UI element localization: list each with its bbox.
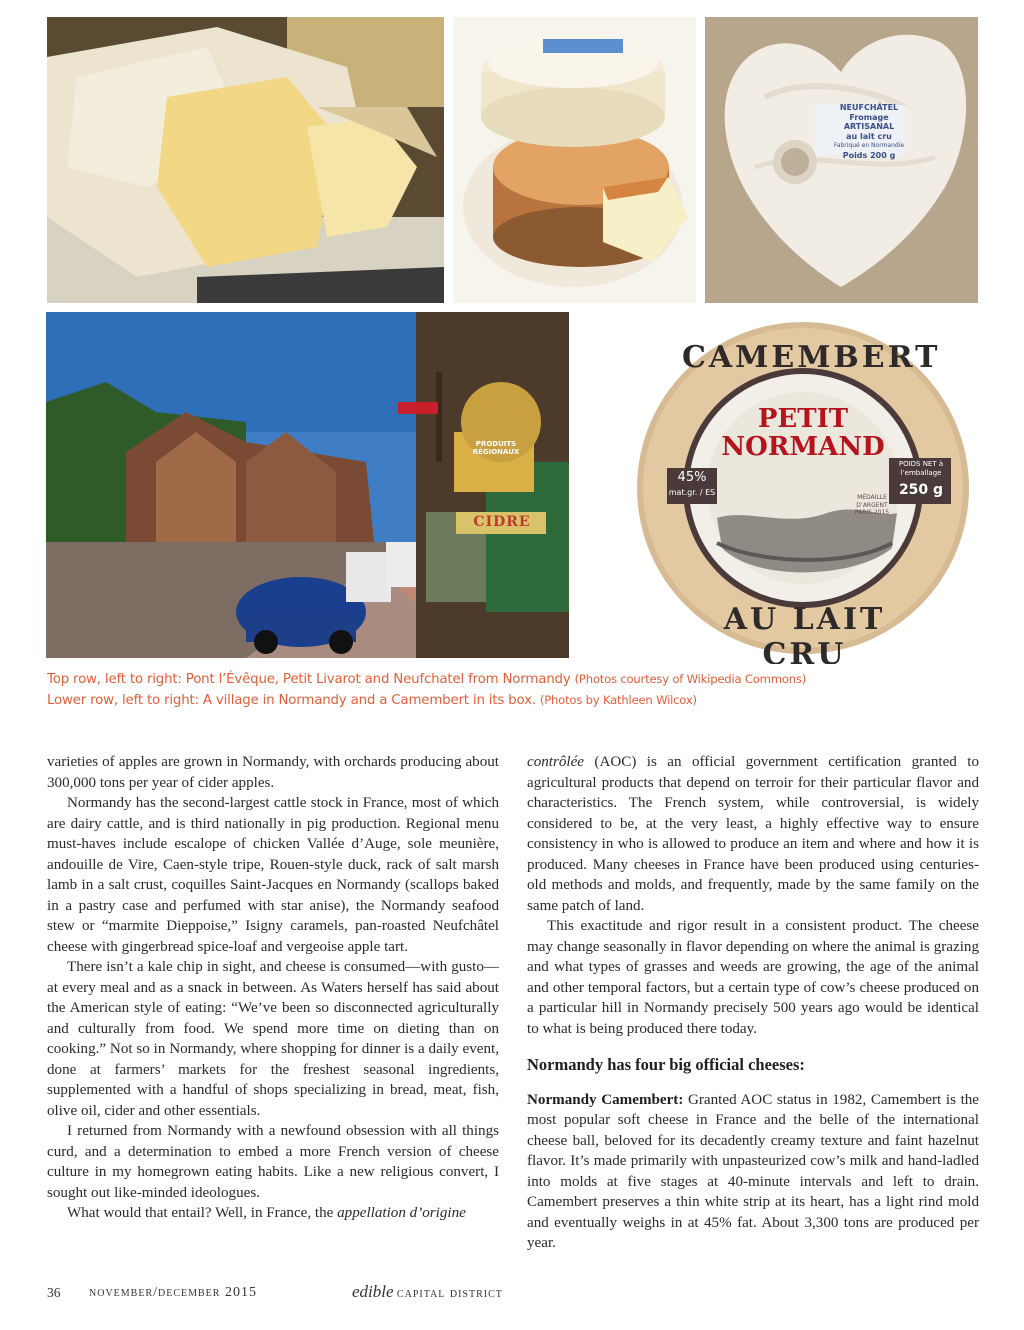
issue-date: november/december 2015 — [89, 1285, 257, 1300]
paragraph: contrôlée (AOC) is an official government certification granted to agricultural products that depend on terroir for their particular flavor and characteristics. The French system, while controversial, is widely considered to be, at the very least, a highly effective way to ensure consistency in who is allowed to produce an item and where and how it is produced. Many cheeses in France have been produced using centuries-old methods and molds, and frequently, made by the same family on the same patch of land. — [527, 754, 979, 914]
article-column-right — [527, 752, 979, 1254]
camembert-bottom-text: AU LAIT CRU — [723, 602, 886, 664]
photo-pont-leveque — [47, 17, 444, 303]
section-heading: Normandy has four big official cheeses: — [527, 1055, 805, 1074]
photo-neufchatel — [705, 17, 978, 303]
camembert-weight-label: POIDS NET à l’emballage — [898, 460, 944, 477]
photo-camembert-box — [627, 318, 980, 664]
caption-bottom-row — [47, 693, 697, 708]
paragraph: varieties of apples are grown in Normandy, with orchards producing about 300,000 tons per year of cider apples. — [47, 754, 499, 791]
sign-regional-products: PRODUITS RÉGIONAUX — [472, 440, 520, 456]
page-number: 36 — [47, 1285, 61, 1300]
paragraph: I returned from Normandy with a newfound obsession with all things curd, and a determination to embed a more French version of cheese culture in my homegrown eating habits. Like a new religious convert, I sought out like-minded ideologues. — [47, 1123, 499, 1201]
page-footer — [47, 1282, 503, 1301]
paragraph: This exactitude and rigor result in a consistent product. The cheese may change seasonally in flavor depending on where the animal is grazing and what types of grasses and weeds are growing, the age of the animal and other temporal factors, but a certain type of cow’s cheese produced on a particular hill in Normandy precisely 500 years ago would be identical to what is being produced there today. — [527, 918, 979, 1037]
photo-petit-livarot — [453, 17, 696, 303]
camembert-weight: 250 g — [898, 482, 944, 498]
camembert-fat-note: mat.gr. / ES — [668, 488, 716, 497]
neufchatel-label-text: NEUFCHÂTEL Fromage ARTISANAL au lait cru Fabriqué en Normandie Poids 200 g — [833, 103, 905, 160]
caption-top-row-text: Top row, left to right: Pont l’Évêque, Petit Livarot and Neufchatel from Normandy — [47, 672, 571, 687]
camembert-medal: MÉDAILLE D’ARGENT PARIS 2015 — [854, 494, 890, 516]
camembert-brand-normand: NORMAND — [721, 432, 885, 462]
caption-top-row — [47, 672, 806, 687]
caption-bottom-row-credit: (Photos by Kathleen Wilcox) — [539, 693, 697, 707]
article-column-left — [47, 752, 499, 1224]
camembert-brand-petit: PETIT — [757, 404, 849, 434]
paragraph: Normandy has the second-largest cattle stock in France, most of which are dairy cattle, and is third nationally in pig production. Regional menu must-haves include escalope of chicken Vallée d’Auge, sole meunière, andouille de Vire, Caen-style tripe, Rouen-style duck, rack of salt marsh lamb in a salt crust, coquilles Saint-Jacques en Normandy (scallops baked in a pastry case and perfumed with star anise), the Normandy seafood stew or “marmite Dieppoise,” Isigny caramels, pan-roasted Neufchâtel cheese with gingerbread spice-loaf and vergeoise apple tart. — [47, 795, 499, 955]
photo-normandy-village — [46, 312, 569, 658]
paragraph: Normandy Camembert: Granted AOC status in 1982, Camembert is the most popular soft cheese in France and the belle of the international cheese ball, beloved for its decadently creamy texture and faint hazelnut flavor. It’s made primarily with unpasteurized cow’s milk and hand-ladled into molds at five stages at 40-minute intervals and left to drain. Camembert preserves a thin white strip at its heart, has a light rind mold and eventually weighs in at 45% fat. About 3,300 tons are produced per year. — [527, 1091, 980, 1251]
magazine-name: edible capital district — [352, 1282, 503, 1301]
caption-bottom-row-text: Lower row, left to right: A village in Normandy and a Camembert in its box. — [47, 693, 536, 708]
caption-top-row-credit: (Photos courtesy of Wikipedia Commons) — [574, 672, 807, 686]
camembert-fat: 45% — [677, 470, 707, 485]
camembert-top-text: CAMEMBERT — [682, 340, 941, 375]
sign-cidre: CIDRE — [473, 514, 531, 530]
paragraph: What would that entail? Well, in France, the appellation d’origine — [67, 1205, 466, 1221]
paragraph: There isn’t a kale chip in sight, and cheese is consumed—with gusto—at every meal and as a snack in between. As Waters herself has said about the American style of eating: “We’ve been so disconnected agriculturally and culturally from food. We spend more time on dieting than on cooking.” Not so in Normandy, where shopping for dinner is a daily event, done at farmers’ markets for the freshest seasonal ingredients, supplemented with a handful of shops specializing in bread, meat, fish, olive oil, cider and other essentials. — [47, 959, 499, 1119]
